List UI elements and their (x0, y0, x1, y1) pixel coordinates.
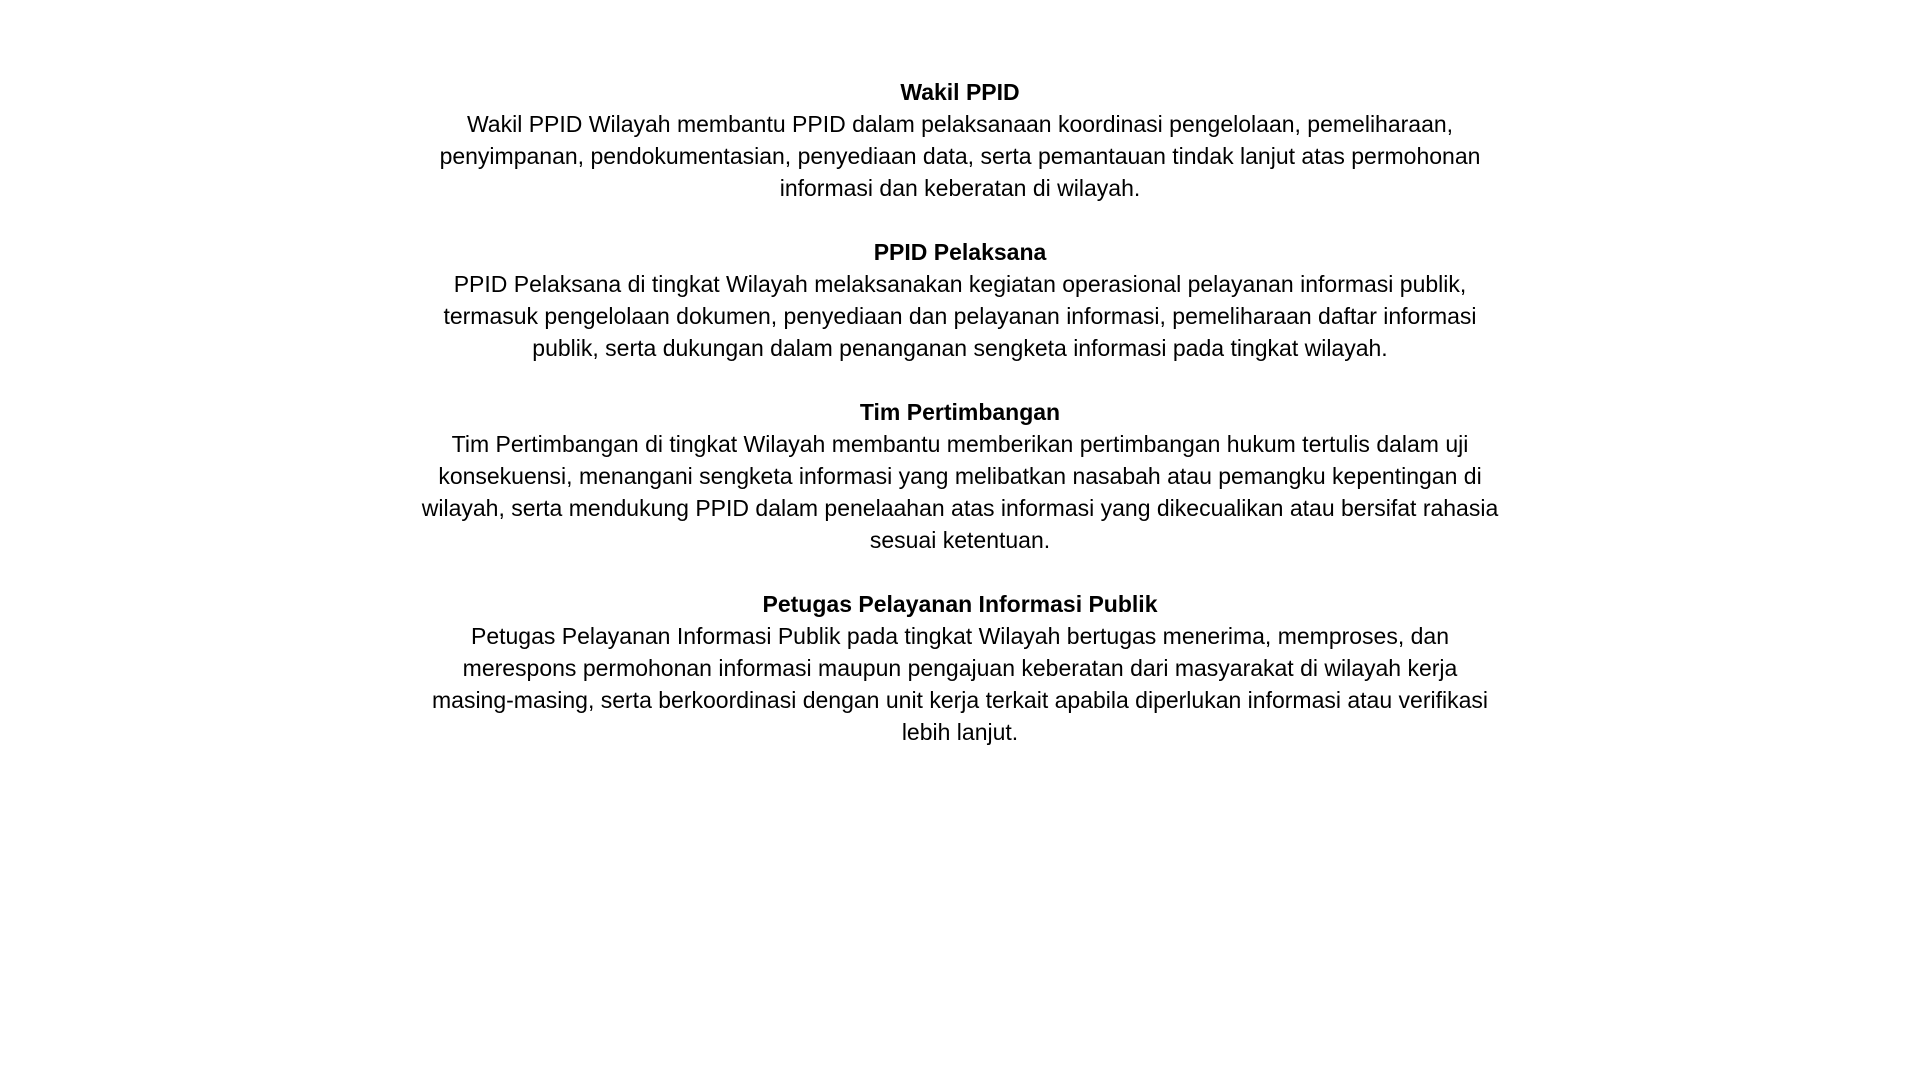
section-body: Petugas Pelayanan Informasi Publik pada tingkat Wilayah bertugas menerima, memproses, dan merespons permohonan informasi maupun pengajuan keberatan dari masyarakat di wilayah kerja masing-masing, serta berkoordinasi dengan unit kerja terkait apabila diperlukan informasi atau verifikasi lebih lanjut. (432, 623, 1488, 745)
section-title: Petugas Pelayanan Informasi Publik (762, 591, 1158, 617)
section-body: PPID Pelaksana di tingkat Wilayah melaksanakan kegiatan operasional pelayanan informasi publik, termasuk pengelolaan dokumen, penyediaan dan pelayanan informasi, pemeliharaan daftar informasi publik, serta dukungan dalam penanganan sengketa informasi pada tingkat wilayah. (443, 271, 1477, 361)
section-title: Wakil PPID (900, 79, 1020, 105)
section-wakil-ppid (420, 76, 1500, 204)
section-tim-pertimbangan (420, 396, 1500, 556)
section-title: PPID Pelaksana (873, 239, 1047, 265)
slide-content (0, 76, 1920, 780)
section-petugas-pelayanan (420, 588, 1500, 748)
section-ppid-pelaksana (420, 236, 1500, 364)
section-title: Tim Pertimbangan (859, 399, 1061, 425)
section-body: Wakil PPID Wilayah membantu PPID dalam pelaksanaan koordinasi pengelolaan, pemeliharaan, penyimpanan, pendokumentasian, penyediaan data, serta pemantauan tindak lanjut atas permohonan informasi dan keberatan di wilayah. (439, 111, 1481, 201)
section-body: Tim Pertimbangan di tingkat Wilayah membantu memberikan pertimbangan hukum tertulis dalam uji konsekuensi, menangani sengketa informasi yang melibatkan nasabah atau pemangku kepentingan di wilayah, serta mendukung PPID dalam penelaahan atas informasi yang dikecualikan atau bersifat rahasia sesuai ketentuan. (421, 431, 1499, 553)
